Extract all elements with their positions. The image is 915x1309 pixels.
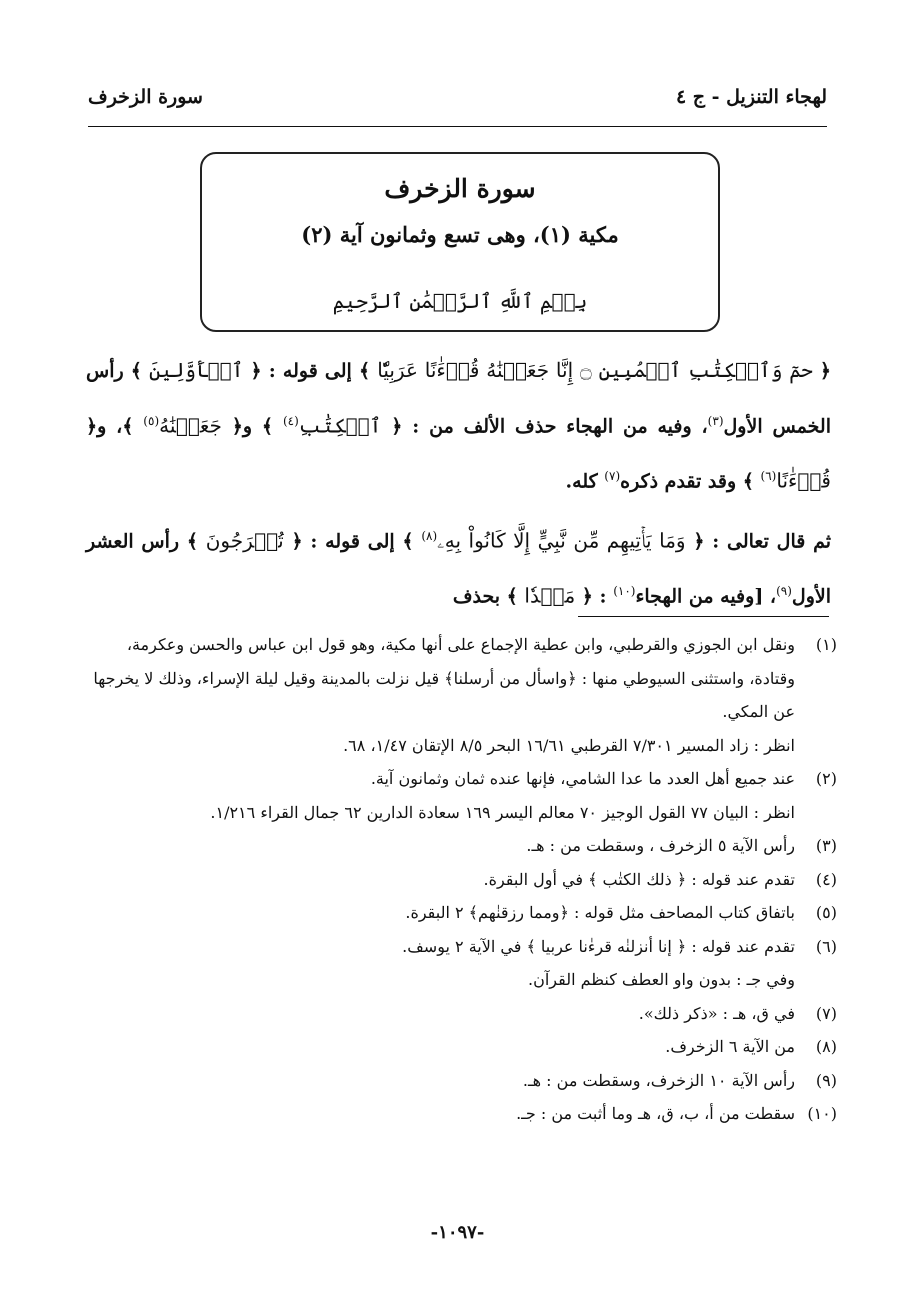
footnote-number: (٨): [815, 1037, 837, 1056]
footnote-number: (٢): [815, 769, 837, 788]
footnote: [86, 863, 837, 897]
footnote-ref[interactable]: (٣): [707, 414, 724, 428]
footnote-number: (٧): [815, 1003, 837, 1023]
footnote: [86, 997, 837, 1031]
footnote-text: في ق، هـ : «ذكر ذلك».: [638, 1003, 795, 1023]
footnote-number: (٥): [815, 903, 837, 922]
text-run: : ﴿: [575, 585, 614, 608]
text-run: ثم قال تعالى : ﴿: [685, 529, 832, 552]
footnote-ref[interactable]: (١٠): [613, 583, 636, 598]
footnote-number: (٣): [815, 836, 837, 855]
text-run: ﴾ و﴿: [221, 415, 283, 438]
footnote: [86, 829, 837, 863]
footnote: [86, 628, 837, 762]
footnote: [86, 896, 837, 930]
running-head-sura-name: سورة الزخرف: [88, 86, 203, 108]
quran-quote: ٱلۡكِتَٰبِ: [298, 413, 382, 438]
text-run: ﴾ إلى قوله : ﴿: [283, 529, 422, 552]
text-run: ﴾ إلى قوله : ﴿: [243, 360, 378, 382]
header-rule: [88, 126, 827, 127]
footnote-text: من الآية ٦ الزخرف.: [665, 1037, 795, 1056]
footnote-ref[interactable]: (٩): [776, 583, 792, 598]
footnote-number: (١٠): [807, 1104, 837, 1123]
text-run: ، [وفيه من الهجاء: [635, 585, 777, 608]
running-head-book-title: لهجاء التنزيل - ج ٤: [675, 86, 827, 108]
quran-quote: مَهۡدٗا: [524, 583, 576, 608]
footnote-text: رأس الآية ٥ الزخرف ، وسقطت من : هـ.: [526, 836, 795, 855]
footnote-number: (٩): [815, 1070, 837, 1090]
footnote-number: (٦): [815, 936, 837, 956]
footnote: [86, 930, 837, 997]
quran-quote: قُرۡءَٰنًا: [776, 468, 831, 493]
footnote-text: رأس الآية ١٠ الزخرف، وسقطت من : هـ.: [522, 1070, 795, 1090]
footnote: [86, 1030, 837, 1064]
footnote: [86, 1064, 837, 1098]
main-text: [86, 345, 831, 621]
footnote-separator: [578, 616, 829, 617]
footnote: [86, 1097, 837, 1131]
text-run: ، وفيه من الهجاء حذف الألف من : ﴿: [381, 415, 708, 438]
paragraph-2: [86, 511, 831, 622]
footnote-ref[interactable]: (٦): [760, 469, 777, 484]
footnote-text: سقطت من أ، ب، ق، هـ وما أثبت من : جـ.: [516, 1104, 795, 1123]
footnote-ref[interactable]: (٧): [604, 469, 621, 484]
footnote-number: (١): [815, 635, 837, 654]
sura-title: سورة الزخرف: [384, 174, 536, 203]
footnote-number: (٤): [815, 869, 837, 889]
quran-quote: حمٓ وَٱلۡكِتَٰبِ ٱلۡمُبِينِ ۝ إِنَّا جَعَلۡنَٰهُ قُرۡءَٰنًا عَرَبِيّٗا: [377, 358, 813, 382]
quran-quote: تُخۡرَجُونَ: [205, 527, 284, 552]
footnote-text: تقدم عند قوله : ﴿ ذلك الكتٰب ﴾ في أول البقرة.: [483, 869, 795, 889]
sura-subtitle: مكية (١)، وهى تسع وثمانون آية (٢): [301, 222, 619, 247]
footnote-ref[interactable]: (٨): [421, 528, 438, 543]
footnote-reference-line: انظر : زاد المسير ٧/٣٠١ القرطبي ١٦/٦١ البحر ٨/٥ الإتقان ١/٤٧، ٦٨.: [343, 735, 795, 755]
quran-quote: جَعَلۡنَٰهُ: [159, 413, 222, 438]
quran-quote: ٱلۡأَوَّلِينَ: [149, 358, 244, 382]
footnote-reference-line: انظر : البيان ٧٧ القول الوجيز ٧٠ معالم اليسر ١٦٩ سعادة الدارين ٦٢ جمال القراء ١/٢١٦.: [210, 802, 795, 822]
footnote-text: تقدم عند قوله : ﴿ إنا أنزلنٰه قرءٰنا عربيا ﴾ في الآية ٢ يوسف.: [402, 936, 795, 956]
footnote-text: باتفاق كتاب المصاحف مثل قوله : ﴿ومما رزقنٰهم﴾ ٢ البقرة.: [405, 903, 795, 922]
text-run: ﴾ رأس العشر الأول: [86, 529, 831, 608]
text-run: ﴾ رأس الخمس الأول: [86, 360, 831, 438]
text-run: ﴾ وقد تقدم ذكره: [620, 470, 761, 493]
sura-title-box: [200, 152, 720, 332]
running-head: [88, 82, 827, 120]
footnotes: [86, 628, 837, 1131]
footnote-ref[interactable]: (٥): [143, 414, 160, 428]
footnote-text: عند جميع أهل العدد ما عدا الشامي، فإنها عنده ثمان وثمانون آية.: [370, 769, 795, 788]
quran-quote: وَمَا يَأۡتِيهِم مِّن نَّبِيٍّ إِلَّا كَانُواْ بِهِۦ: [437, 527, 686, 552]
text-run: ﴿: [812, 360, 831, 382]
footnote-text: وفي جـ : بدون واو العطف كنظم القرآن.: [528, 970, 795, 989]
page-number: -١٠٩٧-: [430, 1222, 485, 1243]
footnote-text: ونقل ابن الجوزي والقرطبي، وابن عطية الإجماع على أنها مكية، وهو قول ابن عباس والحسن وعكرمة، وقتادة، واستثنى السيوطي منها : ﴿واسأل من أرسلنا﴾ قيل نزلت بالمدينة وقيل ليلة الإسراء، وذلك لا يخرجها عن المكي.: [93, 635, 795, 721]
text-run: ﴾، و﴿: [86, 415, 144, 438]
footnote: [86, 762, 837, 829]
text-run: كله.: [565, 470, 605, 493]
text-run: ﴾ بحذف: [452, 585, 525, 608]
basmala: بِسۡمِ ٱللَّهِ ٱلرَّحۡمَٰنِ ٱلرَّحِيمِ: [332, 289, 588, 313]
paragraph-1: [86, 345, 831, 507]
footnote-ref[interactable]: (٤): [282, 414, 299, 428]
